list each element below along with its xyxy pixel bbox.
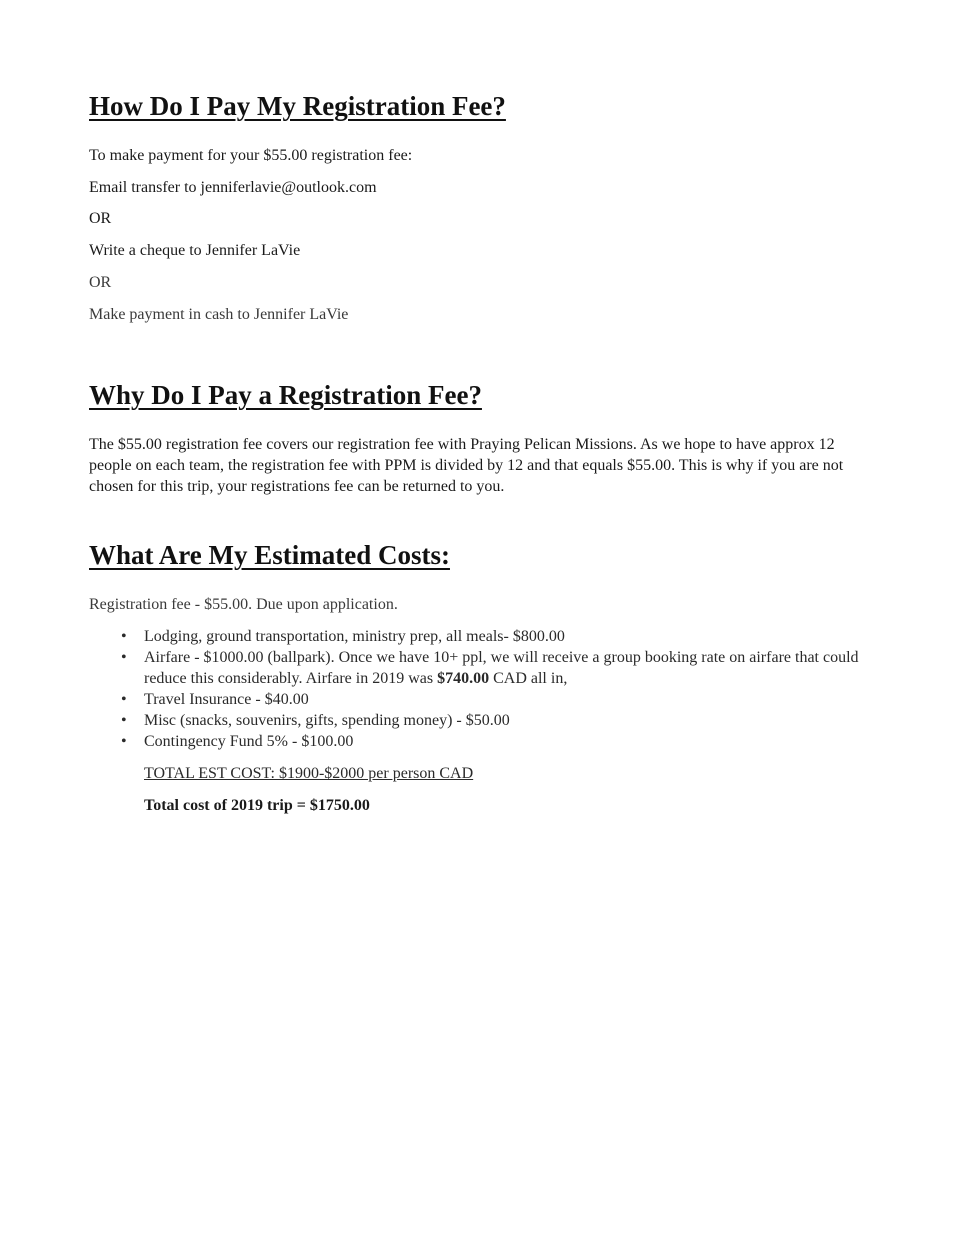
cost-item-airfare: Airfare - $1000.00 (ballpark). Once we have 10+ ppl, we will receive a group booking rate on airfare that could reduce this considerably. Airfare in 2019 was (144, 649, 859, 687)
total-estimated-cost: TOTAL EST COST: $1900-$2000 per person CAD (144, 765, 474, 782)
or-separator-2: OR (89, 274, 112, 291)
bullet-icon: • (121, 691, 127, 708)
list-item (89, 731, 869, 752)
or-separator-1: OR (89, 210, 112, 227)
list-item (89, 689, 869, 710)
cost-item-contingency: Contingency Fund 5% - $100.00 (144, 733, 354, 750)
airfare-2019-tail: CAD all in, (493, 670, 568, 687)
heading-why-pay: Why Do I Pay a Registration Fee? (89, 380, 482, 410)
cost-item-misc: Misc (snacks, souvenirs, gifts, spending money) - $50.00 (144, 712, 510, 729)
registration-fee-line: Registration fee - $55.00. Due upon application. (89, 596, 398, 613)
bullet-icon: • (121, 628, 127, 645)
bullet-icon: • (121, 733, 127, 750)
cost-list (89, 626, 869, 752)
list-item (89, 647, 869, 689)
bullet-icon: • (121, 649, 127, 666)
airfare-2019-price: $740.00 (437, 670, 490, 687)
heading-estimated-costs: What Are My Estimated Costs: (89, 540, 450, 570)
payment-option-cash: Make payment in cash to Jennifer LaVie (89, 306, 349, 323)
bullet-icon: • (121, 712, 127, 729)
list-item (89, 710, 869, 731)
cost-item-insurance: Travel Insurance - $40.00 (144, 691, 309, 708)
total-cost-2019: Total cost of 2019 trip = $1750.00 (144, 797, 370, 814)
why-pay-paragraph: The $55.00 registration fee covers our registration fee with Praying Pelican Missions. As we hope to have approx 12 people on each team, the registration fee with PPM is divided by 12 and that equals $55.00. This is why if you are not chosen for this trip, your registrations fee can be returned to you. (89, 436, 844, 495)
payment-option-email: Email transfer to jenniferlavie@outlook.com (89, 179, 377, 196)
cost-item-lodging: Lodging, ground transportation, ministry prep, all meals- $800.00 (144, 628, 565, 645)
payment-intro: To make payment for your $55.00 registration fee: (89, 147, 413, 164)
heading-how-to-pay: How Do I Pay My Registration Fee? (89, 91, 506, 121)
list-item (89, 626, 869, 647)
payment-option-cheque: Write a cheque to Jennifer LaVie (89, 242, 301, 259)
